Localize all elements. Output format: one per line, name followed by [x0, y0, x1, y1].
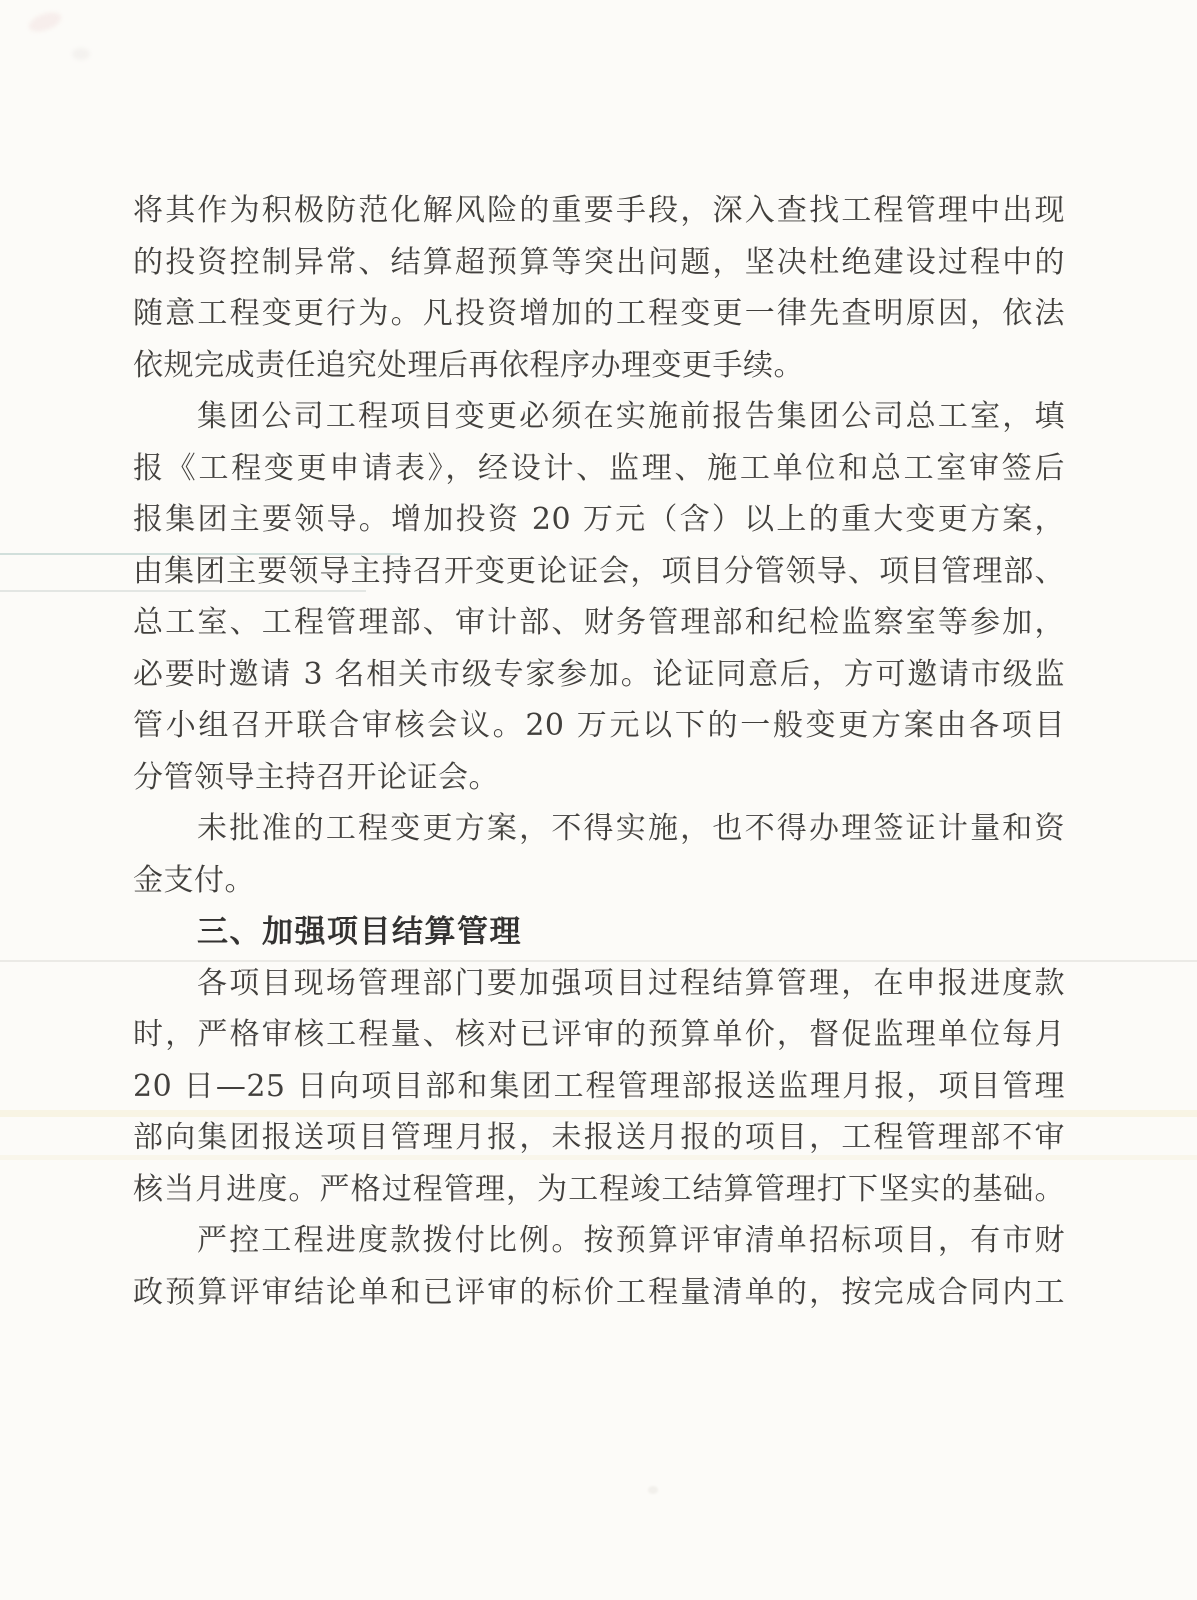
text-line: 报集团主要领导。增加投资 20 万元（含）以上的重大变更方案， — [133, 502, 1065, 537]
text-line: 的投资控制异常、结算超预算等突出问题，坚决杜绝建设过程中的 — [133, 244, 1065, 280]
scan-smudge — [648, 1486, 658, 1494]
text-line: 20 日—25 日向项目部和集团工程管理部报送监理月报，项目管理 — [133, 1068, 1065, 1104]
text-line: 未批准的工程变更方案，不得实施，也不得办理签证计量和资 — [197, 811, 1065, 846]
text-line: 由集团主要领导主持召开变更论证会，项目分管领导、项目管理部、 — [133, 553, 1065, 589]
text-line: 核当月进度。严格过程管理，为工程竣工结算管理打下坚实的基础。 — [133, 1171, 1065, 1207]
text-line: 随意工程变更行为。凡投资增加的工程变更一律先查明原因，依法 — [133, 296, 1065, 331]
text-line: 总工室、工程管理部、审计部、财务管理部和纪检监察室等参加， — [133, 605, 1065, 640]
text-line: 分管领导主持召开论证会。 — [133, 759, 499, 795]
text-line: 必要时邀请 3 名相关市级专家参加。论证同意后，方可邀请市级监 — [133, 656, 1065, 692]
document-text-block — [133, 185, 1065, 1318]
text-line: 依规完成责任追究处理后再依程序办理变更手续。 — [133, 347, 804, 383]
text-line: 政预算评审结论单和已评审的标价工程量清单的，按完成合同内工 — [133, 1274, 1065, 1310]
text-line: 严控工程进度款拨付比例。按预算评审清单招标项目，有市财 — [197, 1223, 1065, 1258]
text-line: 报《工程变更申请表》，经设计、监理、施工单位和总工室审签后 — [133, 450, 1065, 486]
text-line: 将其作为积极防范化解风险的重要手段，深入查找工程管理中出现 — [133, 193, 1065, 228]
text-line: 管小组召开联合审核会议。20 万元以下的一般变更方案由各项目 — [133, 708, 1065, 743]
text-line: 时，严格审核工程量、核对已评审的预算单价，督促监理单位每月 — [133, 1017, 1065, 1052]
text-line: 部向集团报送项目管理月报，未报送月报的项目，工程管理部不审 — [133, 1120, 1065, 1155]
text-line: 金支付。 — [133, 862, 255, 898]
text-line: 集团公司工程项目变更必须在实施前报告集团公司总工室，填 — [197, 399, 1065, 434]
scan-smudge — [72, 48, 90, 60]
section-heading: 三、加强项目结算管理 — [197, 914, 522, 949]
scan-smudge — [26, 9, 63, 36]
text-line: 各项目现场管理部门要加强项目过程结算管理，在申报进度款 — [197, 965, 1065, 1001]
